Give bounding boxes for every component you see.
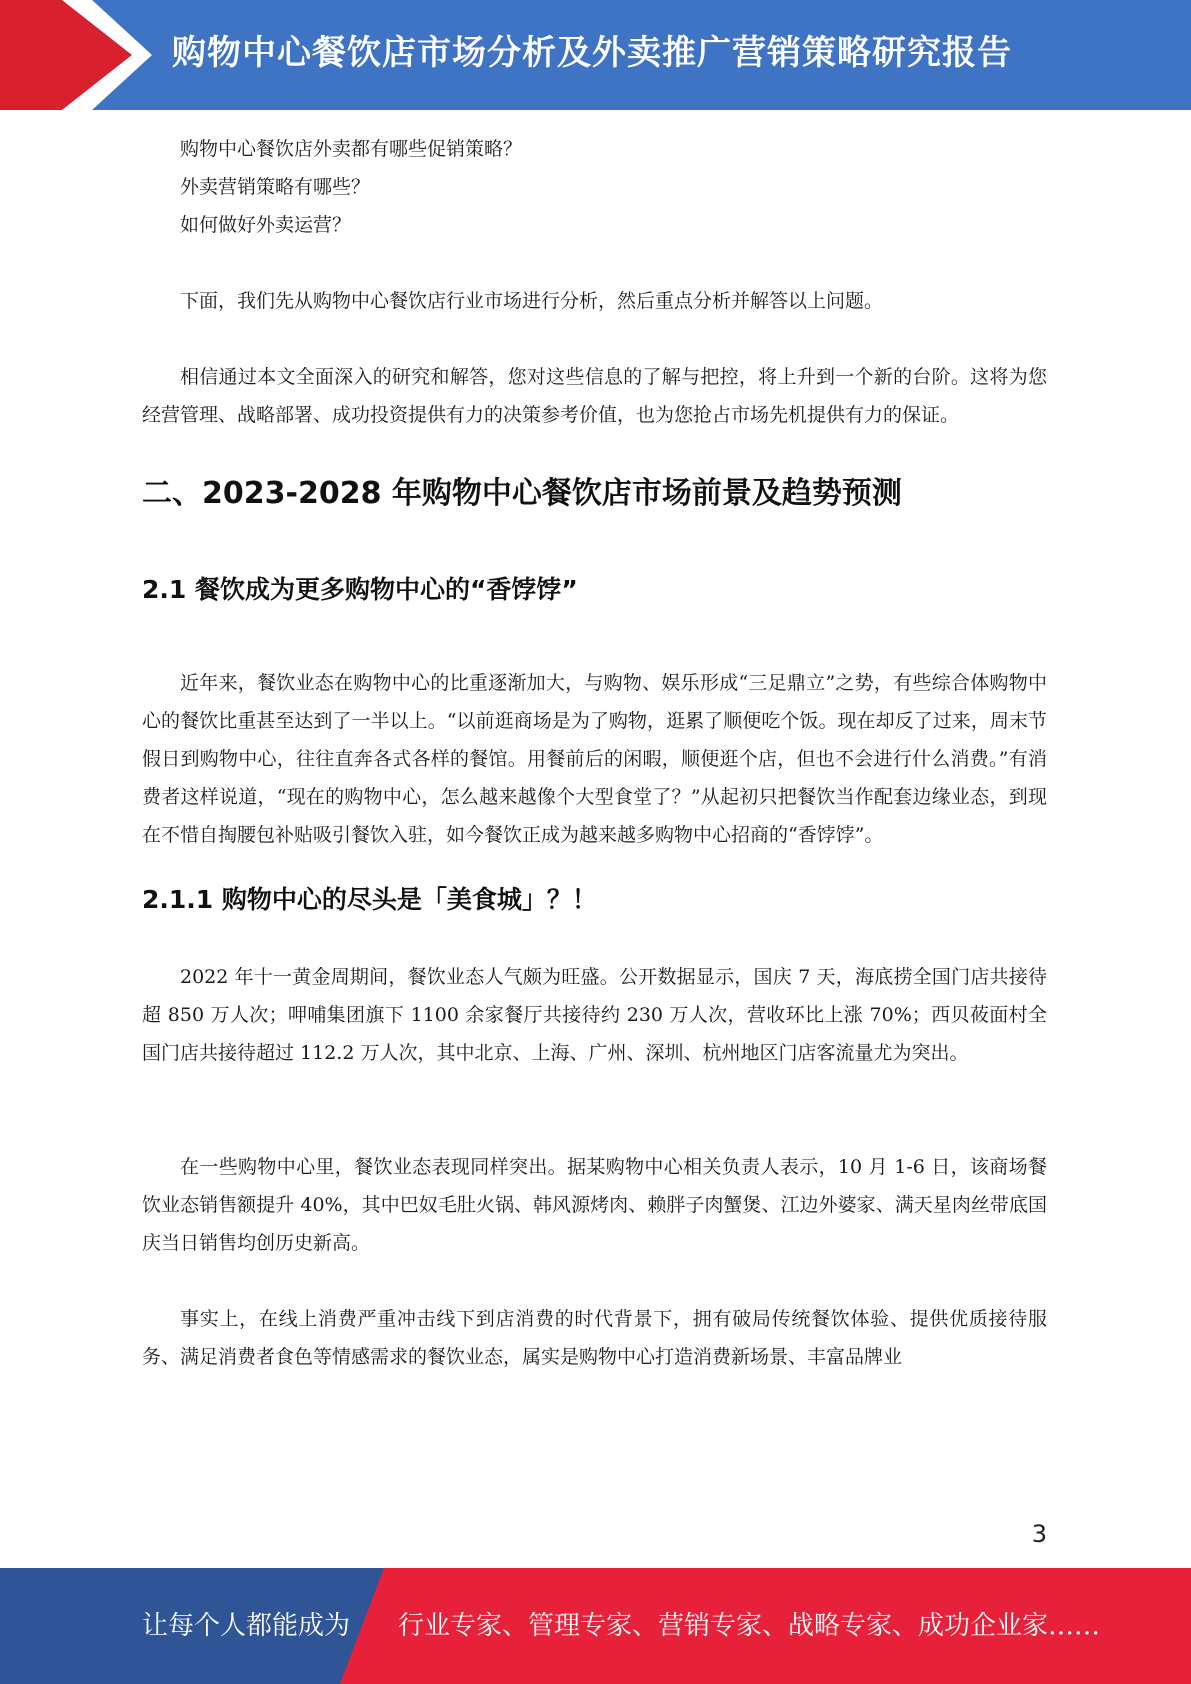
trust-paragraph: 相信通过本文全面深入的研究和解答，您对这些信息的了解与把控，将上升到一个新的台阶。这将为您经营管理、战略部署、成功投资提供有力的决策参考价值，也为您抢占市场先机提供有力的保证。 <box>142 366 1047 426</box>
section-2-1-heading: 2.1 餐饮成为更多购物中心的“香饽饽” <box>142 575 578 604</box>
question-3: 如何做好外卖运营？ <box>180 214 352 236</box>
intro-paragraph: 下面，我们先从购物中心餐饮店行业市场进行分析，然后重点分析并解答以上问题。 <box>180 290 884 312</box>
page-number: 3 <box>1031 1520 1047 1548</box>
section-2-1-1-heading: 2.1.1 购物中心的尽头是「美食城」？！ <box>142 885 597 914</box>
golden-week-paragraph: 2022 年十一黄金周期间，餐饮业态人气颇为旺盛。公开数据显示，国庆 7 天，海底捞全国门店共接待超 850 万人次；呷哺集团旗下 1100 余家餐厅共接待约 230 万人次，营收环比上涨 70%；西贝莜面村全国门店共接待超过 112.2 万人次，其中北京、上海、广州、深圳、杭州地区门店客流量尤为突出。 <box>142 966 1047 1064</box>
header-title: 购物中心餐饮店市场分析及外卖推广营销策略研究报告 <box>172 33 1012 73</box>
question-2: 外卖营销策略有哪些？ <box>180 176 371 198</box>
mall-paragraph: 在一些购物中心里，餐饮业态表现同样突出。据某购物中心相关负责人表示，10 月 1-6 日，该商场餐饮业态销售额提升 40%，其中巴奴毛肚火锅、韩风源烤肉、赖胖子肉蟹煲、江边外婆家、满天星肉丝带底国庆当日销售均创历史新高。 <box>142 1156 1047 1254</box>
footer-banner <box>0 1568 1191 1684</box>
document-body <box>142 130 1047 1376</box>
footer-slogan-left: 让每个人都能成为 <box>142 1611 351 1641</box>
section-2-heading: 二、2023-2028 年购物中心餐饮店市场前景及趋势预测 <box>142 476 902 511</box>
footer-slogan-right: 行业专家、管理专家、营销专家、战略专家、成功企业家…… <box>398 1611 1101 1641</box>
question-1: 购物中心餐饮店外卖都有哪些促销策略？ <box>180 138 523 160</box>
fact-paragraph: 事实上，在线上消费严重冲击线下到店消费的时代背景下，拥有破局传统餐饮体验、提供优质接待服务、满足消费者食色等情感需求的餐饮业态，属实是购物中心打造消费新场景、丰富品牌业 <box>142 1308 1047 1368</box>
section-2-1-paragraph: 近年来，餐饮业态在购物中心的比重逐渐加大，与购物、娱乐形成“三足鼎立”之势，有些综合体购物中心的餐饮比重甚至达到了一半以上。“以前逛商场是为了购物，逛累了顺便吃个饭。现在却反了过来，周末节假日到购物中心，往往直奔各式各样的餐馆。用餐前后的闲暇，顺便逛个店，但也不会进行什么消费。”有消费者这样说道，“现在的购物中心，怎么越来越像个大型食堂了？”从起初只把餐饮当作配套边缘业态，到现在不惜自掏腰包补贴吸引餐饮入驻，如今餐饮正成为越来越多购物中心招商的“香饽饽”。 <box>142 672 1047 846</box>
header-banner <box>0 0 1191 110</box>
